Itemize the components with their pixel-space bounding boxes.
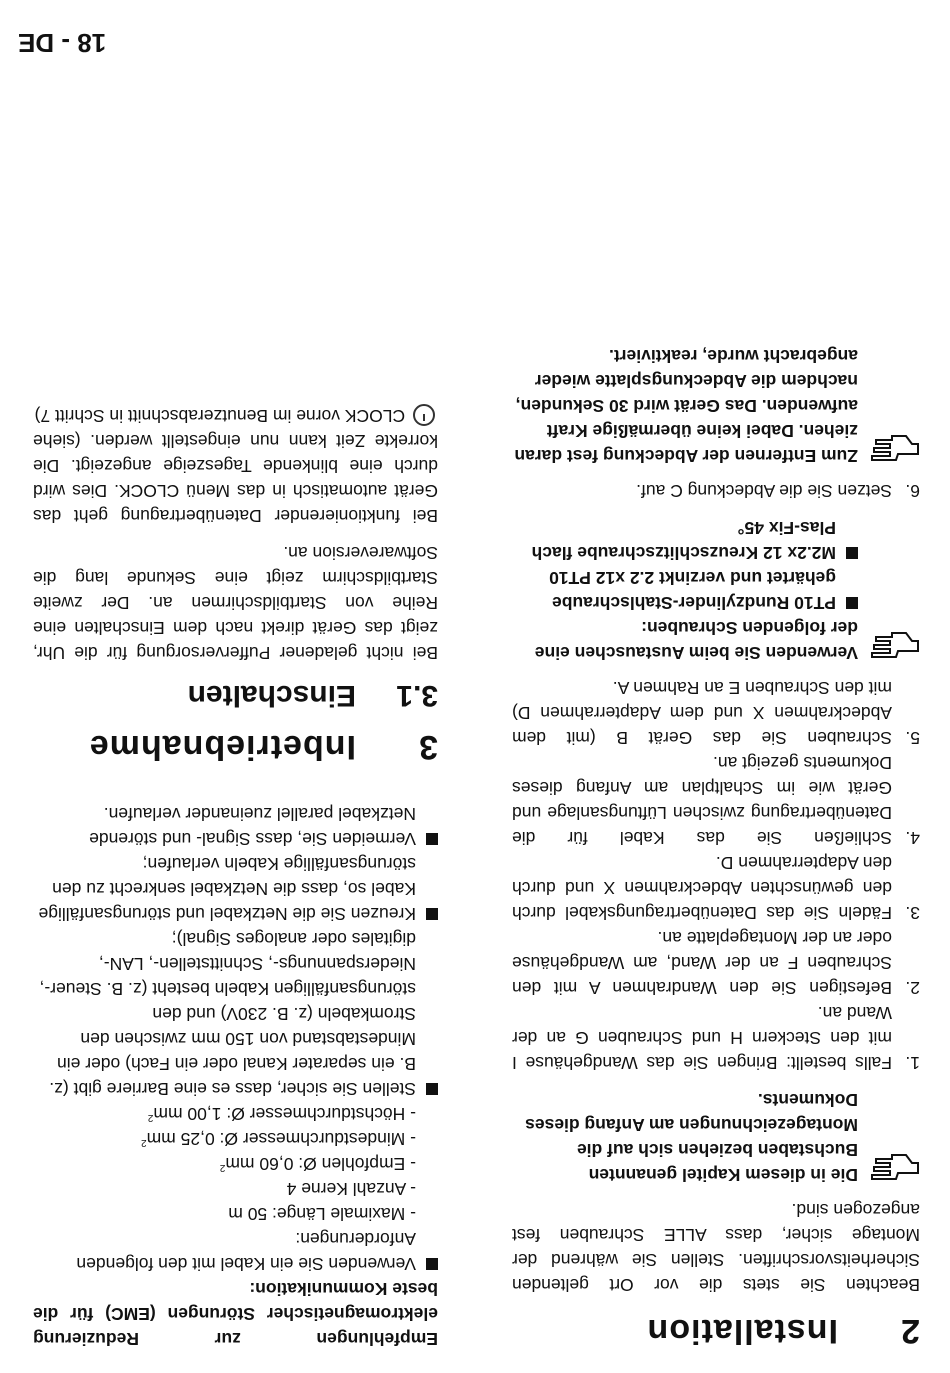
clock-icon bbox=[413, 404, 435, 426]
emc-bullet-4: Vermeiden Sie, dass Signal- und störende Netzkabel parallel zueinander verlaufen. bbox=[33, 801, 438, 851]
note-letters: Die in diesem Kapitel genannten Buchstaben beziehen sich auf die Montagezeichnungen am Anfang dieses Dokuments. bbox=[512, 1087, 920, 1187]
step-1: 1. Falls bestellt: Bringen Sie das Wandgehäuse I mit den Steckern H und Schrauben G an der Wand an. bbox=[512, 1003, 920, 1073]
emc-bullet-3: Kreuzen Sie die Netzkabel und störungsanfällige Kabel so, dass die Netzkabel senkrecht zu den störungsanfällige Kabeln verlaufen; bbox=[33, 851, 438, 926]
note-screws: Verwenden Sie beim Austauschen eine der folgenden Schrauben: PT10 Rundzylinder-Stahlschraube gehärtet und verzinkt 2.2 x12 PT10 M2.2x 12 Kreuzschlitzschraube flach Plas-Fix 45° bbox=[512, 515, 920, 665]
emc-bullet-1: Verwenden Sie ein Kabel mit den folgenden Anforderungen: bbox=[33, 1226, 438, 1276]
screw-bullet-2: M2.2x 12 Kreuzschlitzschraube flach Plas-Fix 45° bbox=[512, 515, 858, 565]
emc-bullet-2: Stellen Sie sicher, dass es eine Barriere gibt (z. B. ein separater Kanal oder ein Fach) oder ein Mindestabstand von 150 mm zwischen den Stromkabeln (z. B. 230V) und den störungsanfälligen Kabeln besteht (z. B. Steuer-, Niederspannungs-, Schnittstellen-, LAN-, digitales oder analoges Signal); bbox=[33, 926, 438, 1101]
pointing-hand-icon bbox=[858, 515, 920, 665]
startup-paragraph-1: Bei nicht geladener Pufferversorgung für die Uhr, zeigt das Gerät direkt nach dem Einschalten eine Reihe von Startbildschirmen an. Der zweite Startbildschirm zeigt eine Sekunde lang die Softwareversion an. bbox=[33, 543, 438, 663]
page-number: 18 - DE bbox=[18, 28, 107, 58]
section-2-heading: 2 Installation bbox=[646, 1312, 920, 1350]
screw-bullet-1: PT10 Rundzylinder-Stahlschraube gehärtet und verzinkt 2.2 x12 PT10 bbox=[512, 565, 858, 615]
recommended-diameter: - Empfohlen Ø: 0,60 $mm^2$ bbox=[219, 1154, 416, 1174]
intro-paragraph: Beachten Sie stets die vor Ort geltenden Sicherheitsvorschriften. Stellen Sie während der Montage sicher, dass ALLE Schrauben fest angezogen sind. bbox=[512, 1200, 920, 1295]
column-left bbox=[512, 331, 920, 1351]
step-4: 4. Schließen Sie das Kabel für die Datenübertragung zwischen Lüftungsanlage und Gerät wie im Schaltplan am Anfang dieses Dokuments gezeigt an. bbox=[512, 753, 920, 848]
step-3: 3. Fädeln Sie das Datenübertragungskabel durch den gewünschten Abdeckrahmen X und durch den Adapterrahmen D. bbox=[512, 853, 920, 923]
pointing-hand-icon bbox=[858, 1087, 920, 1187]
step-2: 2. Befestigen Sie den Wandrahmen A mit den Schrauben F an der Wand, am Wandgehäuse oder an der Montageplatte an. bbox=[512, 928, 920, 998]
max-diameter: - Höchstdurchmesser Ø: 1,00 $mm^2$ bbox=[147, 1104, 416, 1124]
min-diameter: - Mindestdurchmesser Ø: 0,25 $mm^2$ bbox=[141, 1129, 416, 1149]
emc-heading: Empfehlungen zur Reduzierung elektromagnetischer Störungen (EMC) für die beste Kommunikation: bbox=[33, 1279, 438, 1349]
step-5: 5. Schrauben Sie das Gerät B (mit dem Abdeckrahmen X und dem Adapterrahmen D) mit den Schrauben E an Rahmen A. bbox=[512, 678, 920, 748]
pointing-hand-icon bbox=[858, 343, 920, 468]
note-removal: Zum Entfernen der Abdeckung fest daran ziehen. Dabei keine übermäßige Kraft aufwenden. Das Gerät wird 30 Sekunden, nachdem die Abdeckungsplatte wieder angebracht wurde, reaktiviert. bbox=[512, 343, 920, 468]
column-right: Empfehlungen zur Reduzierung elektromagnetischer Störungen (EMC) für die beste Kommunikation: Verwenden Sie ein Kabel mit den folgenden Anforderungen: - Maximale Länge: 50 m - Anzahl Kerne 4 - Empfohlen Ø: 0,60 $mm^2$ - Mindestdurchmesser Ø: 0,25 $mm^2$ - Höchstdurchmesser Ø: 1,00 $mm^2$ Stellen Sie sicher, dass es eine Barriere gibt (z. B. ein separater Kanal oder ein Fach) oder ein Mindestabstand von 150 mm zwischen den Stromkabeln (z. B. 230V) und den störungsanfälligen Kabeln besteht (z. B. Steuer-, Niederspannungs-, Schnittstellen-, LAN-, digitales oder analoges Signal); Kreuzen Sie die Netzkabel und störungsanfällige Kabel so, dass die Netzkabel senkrecht zu den störungsanfällige Kabeln verlaufen; Vermeiden Sie, dass Signal- und störende Netzkabel parallel zueinander verlaufen. 3 Inbetriebnahme 3.1 Einschalten Bei nicht geladener Pufferversorgung für die Uhr, zeigt das Gerät direkt nach dem Einschalten eine Reihe von Startbildschirmen an. Der zweite Startbildschirm zeigt eine Sekunde lang die Softwareversion an. Bei funktionierender Datenübertragung geht das Gerät automatisch in das Menü CLOCK. Dies wird durch eine blinkende Tageszeige angezeigt. Die korrekte Zeit kann nun eingestellt werden. (siehe CLOCK vorne im Benutzerabschnitt in Schritt 7) bbox=[33, 403, 438, 1351]
step-6: 6. Setzen Sie die Abdeckung C auf. bbox=[636, 481, 920, 501]
startup-paragraph-2: Bei funktionierender Datenübertragung geht das Gerät automatisch in das Menü CLOCK. Dies wird durch eine blinkende Tageszeige angezeigt. Die korrekte Zeit kann nun eingestellt werden. (siehe CLOCK vorne im Benutzerabschnitt in Schritt 7) bbox=[33, 403, 438, 528]
section-3-1-heading: 3.1 Einschalten bbox=[187, 679, 438, 712]
section-3-heading: 3 Inbetriebnahme bbox=[88, 728, 438, 766]
